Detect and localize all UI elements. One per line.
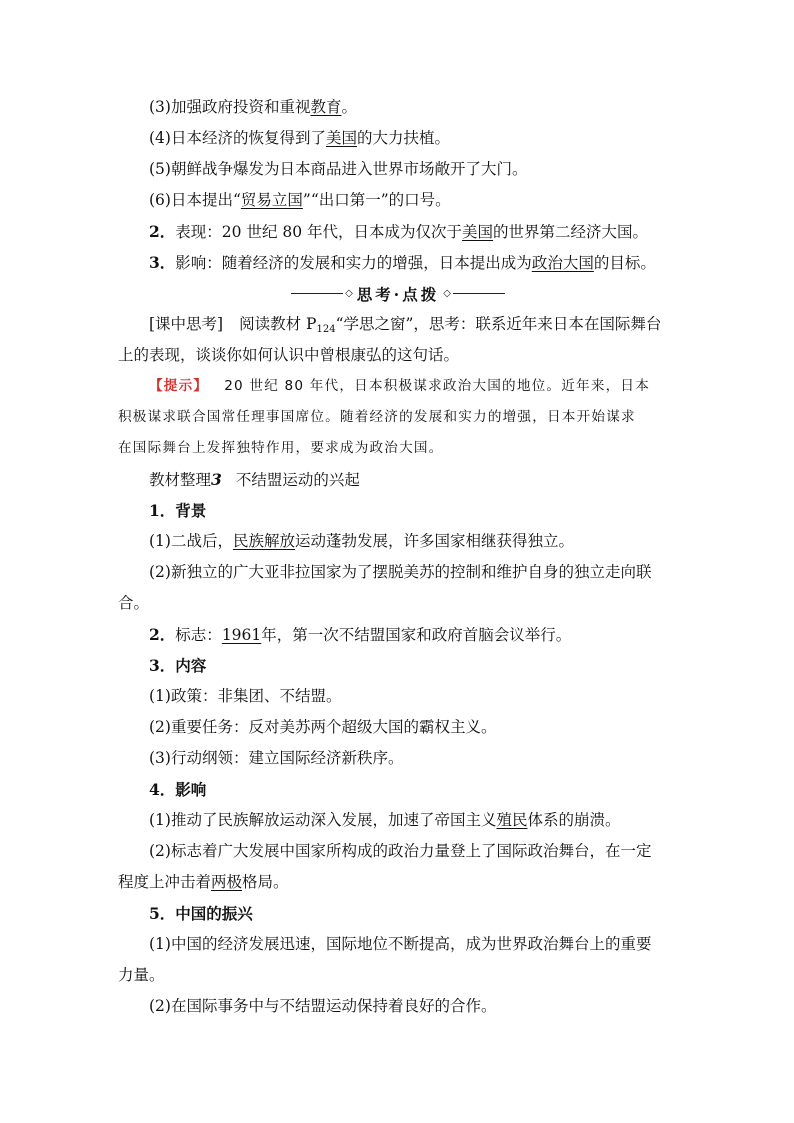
text-line: (2)在国际事务中与不结盟运动保持着良好的合作。 <box>149 997 497 1015</box>
text-line: (2)新独立的广大亚非拉国家为了摆脱美苏的控制和维护自身的独立走向联 <box>149 563 652 581</box>
divider-title: 思考·点拨 <box>356 284 440 304</box>
section-divider <box>118 278 678 309</box>
underlined-answer: 1961 <box>221 626 262 644</box>
text-line: (1)二战后，民族解放运动蓬勃发展，许多国家相继获得独立。 <box>149 532 574 550</box>
subheading: 1．背景 <box>149 501 207 520</box>
underlined-answer: 美国 <box>462 223 494 241</box>
diamond-icon: ◇ <box>345 288 353 299</box>
text-line: (1)中国的经济发展迅速，国际地位不断提高，成为世界政治舞台上的重要 <box>149 935 652 953</box>
text-line: 力量。 <box>118 966 165 984</box>
text-line: 2．标志：1961年，第一次不结盟国家和政府首脑会议举行。 <box>149 625 572 644</box>
thinking-question: [课中思考] 阅读教材 $P_{124}“$学思之窗”，思考：联系近年来日本在国际舞台 <box>149 315 662 335</box>
text-line: 上的表现，谈谈你如何认识中曾根康弘的这句话。 <box>118 346 460 364</box>
divider-rule-right <box>453 293 505 294</box>
text-line: 积极谋求联合国常任理事国席位。随着经济的发展和实力的增强，日本开始谋求 <box>118 409 636 425</box>
text-line: (6)日本提出“贸易立国”“出口第一”的口号。 <box>149 191 451 209</box>
page-subscript: 124 <box>316 324 336 335</box>
underlined-answer: 殖民 <box>496 811 528 829</box>
text-line: 程度上冲击着两极格局。 <box>118 873 289 891</box>
section-heading: 教材整理3 不结盟运动的兴起 <box>149 470 360 489</box>
underlined-answer: 贸易立国 <box>240 191 303 209</box>
text-line: (3)加强政府投资和重视教育。 <box>149 98 357 116</box>
document-page <box>118 92 678 1022</box>
divider-rule-left <box>291 293 343 294</box>
section-number: 3 <box>211 470 222 489</box>
item-number: 3． <box>149 253 176 272</box>
subheading: 5．中国的振兴 <box>149 904 253 923</box>
subheading: 3．内容 <box>149 656 207 675</box>
item-number: 2． <box>149 222 176 241</box>
text-line: 合。 <box>118 594 150 612</box>
hint-tag: 【提示】 <box>149 378 209 394</box>
text-line: (4)日本经济的恢复得到了美国的大力扶植。 <box>149 129 450 147</box>
text-line: (2)标志着广大发展中国家所构成的政治力量登上了国际政治舞台，在一定 <box>149 842 652 860</box>
underlined-answer: 教育 <box>310 98 342 116</box>
thinking-tag: [课中思考] <box>149 315 224 333</box>
diamond-icon: ◇ <box>443 288 451 299</box>
text-line: 2．表现：20 世纪 80 年代，日本成为仅次于美国的世界第二经济大国。 <box>149 222 649 241</box>
text-line: (1)政策：非集团、不结盟。 <box>149 687 342 705</box>
hint-block: 【提示】 20 世纪 80 年代，日本积极谋求政治大国的地位。近年来，日本 <box>149 378 650 394</box>
text-line: (3)行动纲领：建立国际经济新秩序。 <box>149 749 404 767</box>
underlined-answer: 民族解放 <box>232 532 295 550</box>
text-line: (2)重要任务：反对美苏两个超级大国的霸权主义。 <box>149 718 497 736</box>
text-line: (1)推动了民族解放运动深入发展，加速了帝国主义殖民体系的崩溃。 <box>149 811 621 829</box>
underlined-answer: 政治大国 <box>531 254 594 272</box>
subheading: 4．影响 <box>149 780 207 799</box>
text-line: 在国际舞台上发挥独特作用，要求成为政治大国。 <box>118 440 444 456</box>
underlined-answer: 两极 <box>211 873 243 891</box>
text-line: (5)朝鲜战争爆发为日本商品进入世界市场敞开了大门。 <box>149 160 528 178</box>
underlined-answer: 美国 <box>325 129 357 147</box>
text-line: 3．影响：随着经济的发展和实力的增强，日本提出成为政治大国的目标。 <box>149 253 656 272</box>
